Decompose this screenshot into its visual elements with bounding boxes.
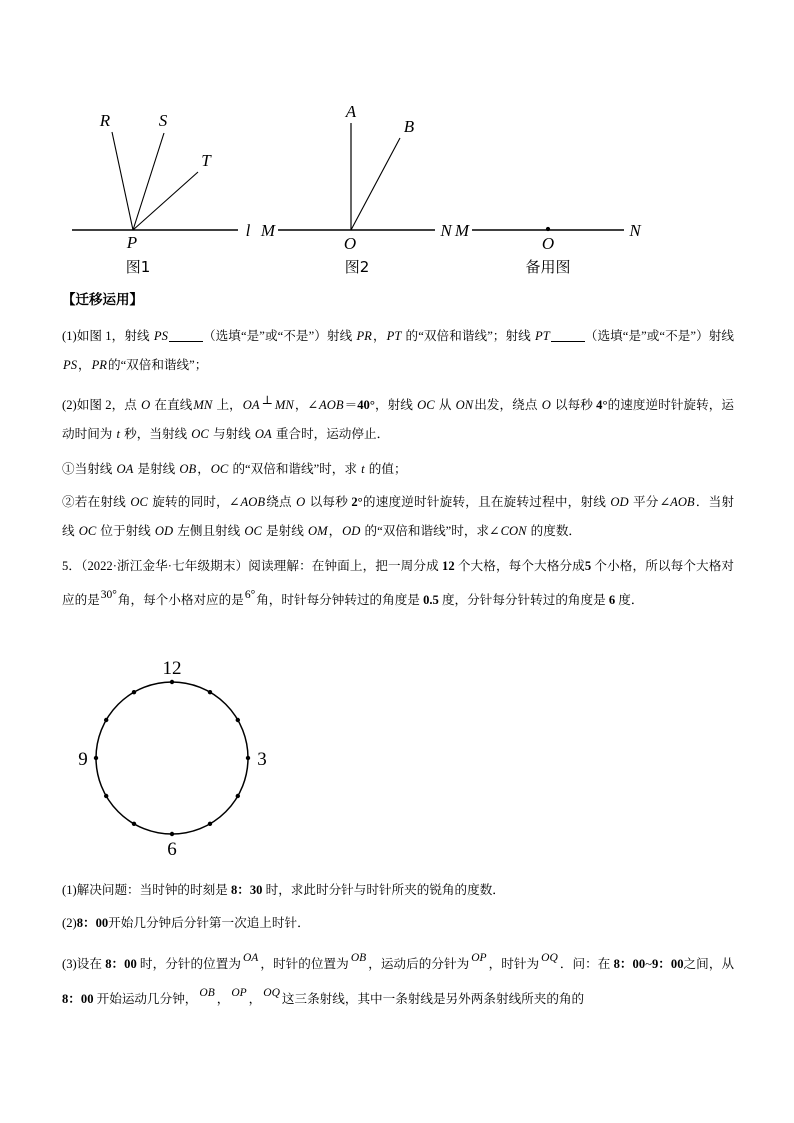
q52-b: 开始几分钟后分针第一次追上时针． (108, 916, 310, 930)
q5-c: 个小格， (591, 559, 646, 574)
q2-ray-oc: OC (417, 398, 435, 413)
q2-l2-ray-oa: OA (254, 427, 272, 442)
q2-point-o-2: O (541, 398, 551, 413)
q22-l2-a: ．当射线 (62, 495, 735, 539)
q1-ray-ps: PS (153, 329, 168, 344)
q53-g: ~ (645, 957, 652, 971)
section-heading: 【迁移运用】 (62, 292, 143, 307)
q53-e: ，时针为 (488, 957, 540, 971)
q2-line-mn-2: MN (274, 398, 294, 413)
question-5-sub-3 (62, 944, 734, 1014)
q5-b: 个大格，每个大格分成 (454, 559, 585, 574)
fig3-caption: 备用图 (525, 258, 571, 275)
q22-l2-c: 左侧且射线 (174, 524, 244, 539)
q22-l2-b: 位于射线 (97, 524, 154, 539)
q53-time-3: 9： (651, 957, 671, 971)
q5-deg6: 6° (244, 589, 256, 602)
q2-l1-c: 上， (213, 398, 242, 413)
q5-half: 0.5 (423, 593, 439, 608)
q22-l2-ray-od-2: OD (342, 524, 361, 539)
figure-row (62, 100, 734, 275)
q21-ray-oa: OA (116, 462, 134, 477)
q22-l2-d: 是射线 (262, 524, 307, 539)
q2-line-mn: MN (193, 398, 213, 413)
perpendicular-icon: ⊥ (261, 393, 273, 408)
q22-e: 的速度逆时针旋转，且在旋转过程中，射线 (362, 495, 610, 510)
q53-l2-f: 这三条射线，其中一条射线是另外两条射线所夹的角的 (281, 992, 585, 1006)
q1-line2-ps: PS (63, 358, 77, 373)
q2-l1-d: ，∠ (294, 398, 319, 413)
q2-l2-d: 重合时，运动停止． (272, 427, 390, 442)
q2-point-o: O (141, 398, 151, 413)
q22-speed: 2° (351, 495, 363, 510)
question-1 (62, 322, 734, 380)
q2-l1-j: 的速度逆时 (607, 398, 671, 413)
clock-figure (62, 652, 292, 867)
q52-time: 8：00 (76, 916, 109, 930)
q53-ray-op: OP (471, 952, 487, 964)
q2-l2-a: 针旋转，运动时间为 (62, 398, 735, 442)
q51-b: 时，求此时分针与时针所夹的锐角的度数． (262, 883, 505, 897)
figure-2 (278, 123, 435, 230)
fig1-ray-label-s: S (158, 111, 168, 130)
q21-c: ， (197, 462, 210, 477)
q2-l2-ray-oc: OC (191, 427, 209, 442)
q21-b: 是射线 (134, 462, 179, 477)
q2-l2-c: 与射线 (209, 427, 254, 442)
q21-ray-ob: OB (179, 462, 197, 477)
q53-l2-e: ， (248, 992, 262, 1006)
q22-angle-aob-2: ∠AOB (659, 495, 695, 510)
q53-a: (3)设在 (62, 957, 106, 971)
q53-ray-ob: OB (350, 952, 367, 964)
fig1-ray-label-t: T (201, 151, 211, 170)
q22-l2-angle-con: CON (500, 524, 527, 539)
q22-f: 平分 (629, 495, 659, 510)
q53-l2-a: 00 (670, 957, 684, 971)
q2-l1-g: 从 (435, 398, 455, 413)
q52-a: (2) (62, 916, 77, 930)
figure-1 (72, 132, 238, 230)
q22-a: ②若在射线 (62, 495, 130, 510)
figure-spare (472, 227, 624, 231)
question-5-sub-2 (62, 909, 734, 938)
fig2-left-label-m: M (260, 221, 276, 240)
q5-l2-b: 角，每个小格对应的是 (117, 593, 244, 608)
q1-blank-1[interactable] (169, 341, 203, 342)
fig3-vertex-label-o: O (541, 234, 555, 253)
q22-l2-e: ， (328, 524, 342, 539)
q53-l2-b: 之间，从 (683, 957, 735, 971)
q2-l1-f: ，射线 (374, 398, 417, 413)
fig1-vertex-label-p: P (126, 233, 138, 252)
fig2-caption: 图2 (344, 258, 370, 275)
q5-n6: 6 (608, 593, 616, 608)
q1-mid-3: （选填“是”或“不 (584, 329, 678, 344)
q53-l2-ray-oq: OQ (263, 987, 280, 999)
q22-d: 以每秒 (306, 495, 352, 510)
fig2-vertex-label-o: O (343, 234, 357, 253)
q2-l1-i: 以每秒 (551, 398, 597, 413)
q22-c: 绕点 (266, 495, 296, 510)
q5-n12: 12 (442, 559, 455, 574)
q21-a: ①当射线 (62, 462, 116, 477)
question-5 (62, 552, 734, 615)
q1-line2-pr: PR (91, 358, 107, 373)
q1-ray-pt-2: PT (535, 329, 550, 344)
question-2 (62, 386, 734, 449)
q1-line2-b: ， (78, 358, 91, 373)
fig3-right-label-n: N (629, 221, 641, 240)
q2-speed: 4° (596, 398, 608, 413)
q2-ray-on: ON (455, 398, 474, 413)
q21-d: 的“双倍和谐线”时，求 (229, 462, 361, 477)
problem-body-tail (62, 876, 734, 1020)
clock-label-9: 9 (78, 749, 88, 770)
q21-e: 的值； (365, 462, 407, 477)
q2-angle-value: 40° (357, 398, 375, 413)
q1-mid-2: 的“双倍和谐线”；射线 (402, 329, 535, 344)
question-5-sub-1 (62, 876, 734, 905)
q5-a: 阅读理解：在钟面上，把一周分成 (248, 559, 443, 574)
q53-b: 时，分针的位置为 (136, 957, 241, 971)
q5-source: （2022·浙江金华·七年级期末） (81, 559, 249, 574)
q53-ray-oa: OA (243, 952, 259, 964)
fig3-left-label-m: M (454, 221, 470, 240)
q5-n5: 5 (584, 559, 592, 574)
q22-l2-ray-oc: OC (78, 524, 97, 539)
q53-l2-time: 8：00 (62, 992, 94, 1006)
q53-l2-c: 开始运动几分钟， (93, 992, 198, 1006)
q2-ray-oa: OA (242, 398, 260, 413)
question-2-sub-2 (62, 488, 734, 546)
q5-l2-d: 度，分针每分针转过 (438, 593, 556, 608)
q22-point-o: O (296, 495, 306, 510)
fig2-ray-label-b: B (403, 117, 415, 136)
clock-hour-ticks (94, 680, 250, 836)
q1-blank-2[interactable] (551, 341, 585, 342)
q1-line2-a: 是”）射线 (677, 329, 735, 344)
q5-l3-a: 的角度是 (555, 593, 609, 608)
q2-l1-b: 在直线 (151, 398, 193, 413)
q51-time: 8：30 (230, 883, 263, 897)
q5-l2-c: 角，时针每分钟转过的角度是 (256, 593, 424, 608)
q53-l2-ray-ob: OB (199, 987, 215, 999)
fig1-caption: 图1 (125, 258, 151, 275)
q22-ray-od: OD (610, 495, 629, 510)
q1-lead: (1)如图 1，射线 (62, 329, 153, 344)
clock-label-6: 6 (167, 839, 177, 860)
fig1-ray-label-r: R (99, 111, 111, 130)
q53-time-2: 8：00 (613, 957, 646, 971)
q22-l2-ray-od: OD (154, 524, 174, 539)
q53-l2-d: ， (216, 992, 230, 1006)
q51-a: (1)解决问题：当时钟的时刻是 (62, 883, 231, 897)
q2-var-t: t (116, 427, 121, 442)
clock-label-12: 12 (162, 658, 182, 679)
q22-l2-g: 的度数． (527, 524, 582, 539)
q53-c: ，时针的位置为 (260, 957, 349, 971)
q5-number: 5． (62, 559, 82, 574)
fig1-line-label-l: l (245, 221, 251, 240)
q1-line2-c: 的“双倍和谐线”； (107, 358, 208, 373)
problem-body (62, 292, 734, 621)
q1-mid-1: （选填“是”或“不是”）射线 (202, 329, 356, 344)
q5-l3-b: 度． (615, 593, 644, 608)
q2-l1-a: (2)如图 2，点 (62, 398, 141, 413)
q1-comma-1: ， (372, 329, 386, 344)
q22-l2-f: 的“双倍和谐线”时，求∠ (361, 524, 500, 539)
clock-label-3: 3 (257, 749, 267, 770)
q53-f: ．问：在 (559, 957, 614, 971)
q21-var-t: t (361, 462, 365, 477)
fig2-ray-label-a: A (345, 102, 357, 121)
fig2-right-label-n: N (440, 221, 452, 240)
q53-d: ，运动后的分针为 (368, 957, 470, 971)
q21-ray-oc: OC (210, 462, 229, 477)
q22-ray-oc: OC (130, 495, 148, 510)
q22-b: 旋转的同时，∠ (148, 495, 240, 510)
q5-deg30: 30° (100, 589, 117, 602)
q5-l2-a: 所以每个大格对应的是 (62, 559, 735, 608)
q53-l2-ray-op: OP (231, 987, 247, 999)
q22-angle-aob: AOB (240, 495, 266, 510)
q22-l2-ray-om: OM (307, 524, 328, 539)
q22-l2-ray-oc-2: OC (244, 524, 262, 539)
clock-circle (96, 682, 248, 834)
q1-ray-pt: PT (386, 329, 402, 344)
question-2-sub-1 (62, 455, 734, 484)
q53-ray-oq: OQ (541, 952, 558, 964)
q53-time-1: 8：00 (105, 957, 137, 971)
q2-l2-b: 秒，当射线 (121, 427, 191, 442)
q2-l1-e: ＝ (344, 398, 358, 413)
q1-ray-pr: PR (356, 329, 372, 344)
q2-l1-h: 出发，绕点 (474, 398, 541, 413)
q2-angle-aob: AOB (319, 398, 344, 413)
